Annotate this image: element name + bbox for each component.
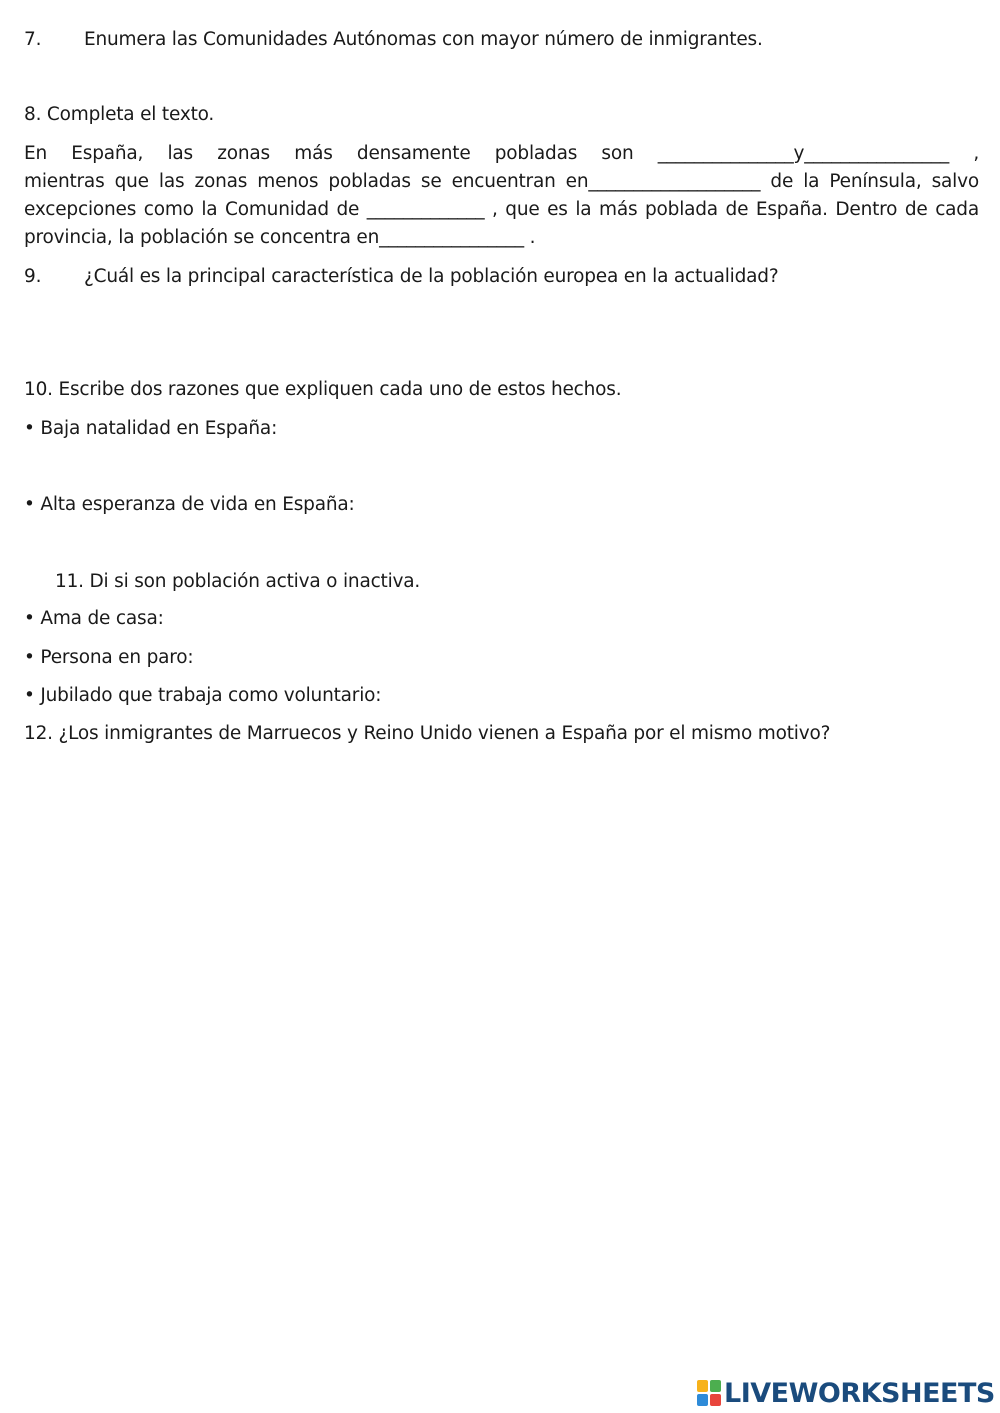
question-9	[24, 265, 778, 289]
question-9-text: ¿Cuál es la principal característica de la población europea en la actualidad?	[84, 266, 779, 287]
logo-square-4	[710, 1394, 721, 1406]
logo-square-1	[697, 1380, 708, 1392]
liveworksheets-logo-icon	[697, 1380, 721, 1406]
question-11-item-unemployed: • Persona en paro:	[24, 647, 194, 668]
question-7	[24, 28, 763, 52]
question-7-text: Enumera las Comunidades Autónomas con mayor número de inmigrantes.	[84, 29, 763, 50]
liveworksheets-logo	[697, 1378, 995, 1408]
question-8-fill-in-text	[24, 140, 979, 252]
question-11-item-retired-volunteer: • Jubilado que trabaja como voluntario:	[24, 685, 382, 706]
question-10-item-life-expectancy: • Alta esperanza de vida en España:	[24, 494, 355, 515]
question-7-number: 7.	[24, 29, 42, 50]
question-11-heading: 11. Di si son población activa o inactiva.	[55, 571, 421, 592]
liveworksheets-logo-text: LIVEWORKSHEETS	[724, 1377, 995, 1409]
question-11-item-housewife: • Ama de casa:	[24, 608, 164, 629]
fill-in-line-4: provincia, la población se concentra en________________ .	[24, 227, 536, 248]
question-10-heading: 10. Escribe dos razones que expliquen cada uno de estos hechos.	[24, 379, 622, 400]
question-9-number: 9.	[24, 266, 42, 287]
logo-square-2	[710, 1380, 721, 1392]
fill-in-line-2: mientras que las zonas menos pobladas se encuentran en___________________ de la Península, salvo	[24, 171, 979, 192]
question-10-item-birth-rate: • Baja natalidad en España:	[24, 418, 278, 439]
fill-in-line-3: excepciones como la Comunidad de _____________ , que es la más poblada de España. Dentro de cada	[24, 199, 979, 220]
fill-in-line-1: En España, las zonas más densamente pobladas son _______________y________________ ,	[24, 143, 979, 164]
question-12: 12. ¿Los inmigrantes de Marruecos y Reino Unido vienen a España por el mismo motivo?	[24, 723, 831, 744]
question-8-heading: 8. Completa el texto.	[24, 104, 215, 125]
logo-square-3	[697, 1394, 708, 1406]
